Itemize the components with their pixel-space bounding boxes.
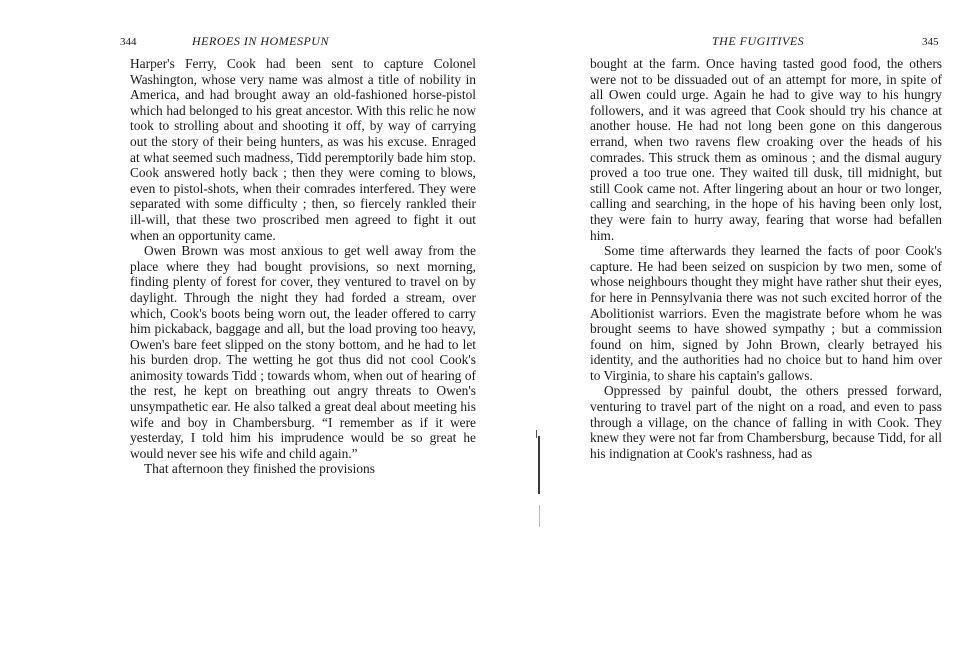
left-page-number: 344 [120,36,137,48]
right-paragraph-1: bought at the farm. Once having tasted good food, the others were not to be dissuaded out of an attempt for more, in spite of all Owen could urge. Again he had to give way to his hungry followers, and it was agreed that Cook should try his chance at another house. He had not long been gone on this dangerous errand, when two ravens flew croaking over the heads of his comrades. This struck them as ominous ; and the dismal augury proved a too true one. They waited till dusk, till midnight, but still Cook came not. After lingering about an hour or two longer, calling and searching, in the hope of his having been only lost, they were fain to hurry away, fearing that worse had befallen him. [590,56,942,243]
left-paragraph-2: Owen Brown was most anxious to get well away from the place where they had bought provisions, so next morning, finding plenty of forest for cover, they ventured to travel on by daylight. Through the night they had forded a stream, over which, Cook's boots being worn out, the leader offered to carry him pickaback, baggage and all, but the load proving too heavy, Owen's bare feet slipped on the stony bottom, and he had to let his burden drop. The wetting he got thus did not cool Cook's animosity towards Tidd ; towards whom, when out of hearing of the rest, he kept on breathing out angry threats to Owen's unsympathetic ear. He also talked a great deal about meeting his wife and boy in Chambersburg. “I remember as if it were yesterday, I told him his imprudence would be so great he would never see his wife and child again.” [130,243,476,461]
right-paragraph-2: Some time afterwards they learned the facts of poor Cook's capture. He had been seized on suspicion by two men, some of whose neighbours thought they might have rather shut their eyes, for here in Pennsylvania there was not such excited horror of the Abolitionist warriors. Even the magistrate before whom he was brought seems to have showed sympathy ; but a commission found on him, signed by John Brown, clearly betrayed his identity, and the authorities had no choice but to hand him over to Virginia, to share his captain's gallows. [590,243,942,383]
left-running-head: HEROES IN HOMESPUN [192,34,329,48]
right-paragraph-3: Oppressed by painful doubt, the others pressed forward, venturing to travel part of the night on a road, and even to pass through a village, on the chance of falling in with Cook. They knew they were not far from Chambersburg, because Tidd, for all his indignation at Cook's rashness, had as [590,383,942,461]
right-page-body [590,56,942,461]
right-page-number: 345 [922,36,939,48]
right-running-head: THE FUGITIVES [712,34,805,48]
left-page-body [130,56,476,477]
left-paragraph-1: Harper's Ferry, Cook had been sent to capture Colonel Washington, whose very name was almost a title of nobility in America, and had brought away an old-fashioned horse-pistol which had belonged to his great ancestor. With this relic he now took to strolling about and shooting it off, by way of carrying out the story of their being hunters, as was his excuse. Enraged at what seemed such madness, Tidd peremptorily bade him stop. Cook answered hotly back ; then they were coming to blows, even to pistol-shots, when their comrades interfered. They were separated with some difficulty ; then, so fiercely rankled their ill-will, that these two proscribed men agreed to fight it out when an opportunity came. [130,56,476,243]
left-paragraph-3: That afternoon they finished the provisions [144,461,375,477]
right-page [490,0,980,655]
